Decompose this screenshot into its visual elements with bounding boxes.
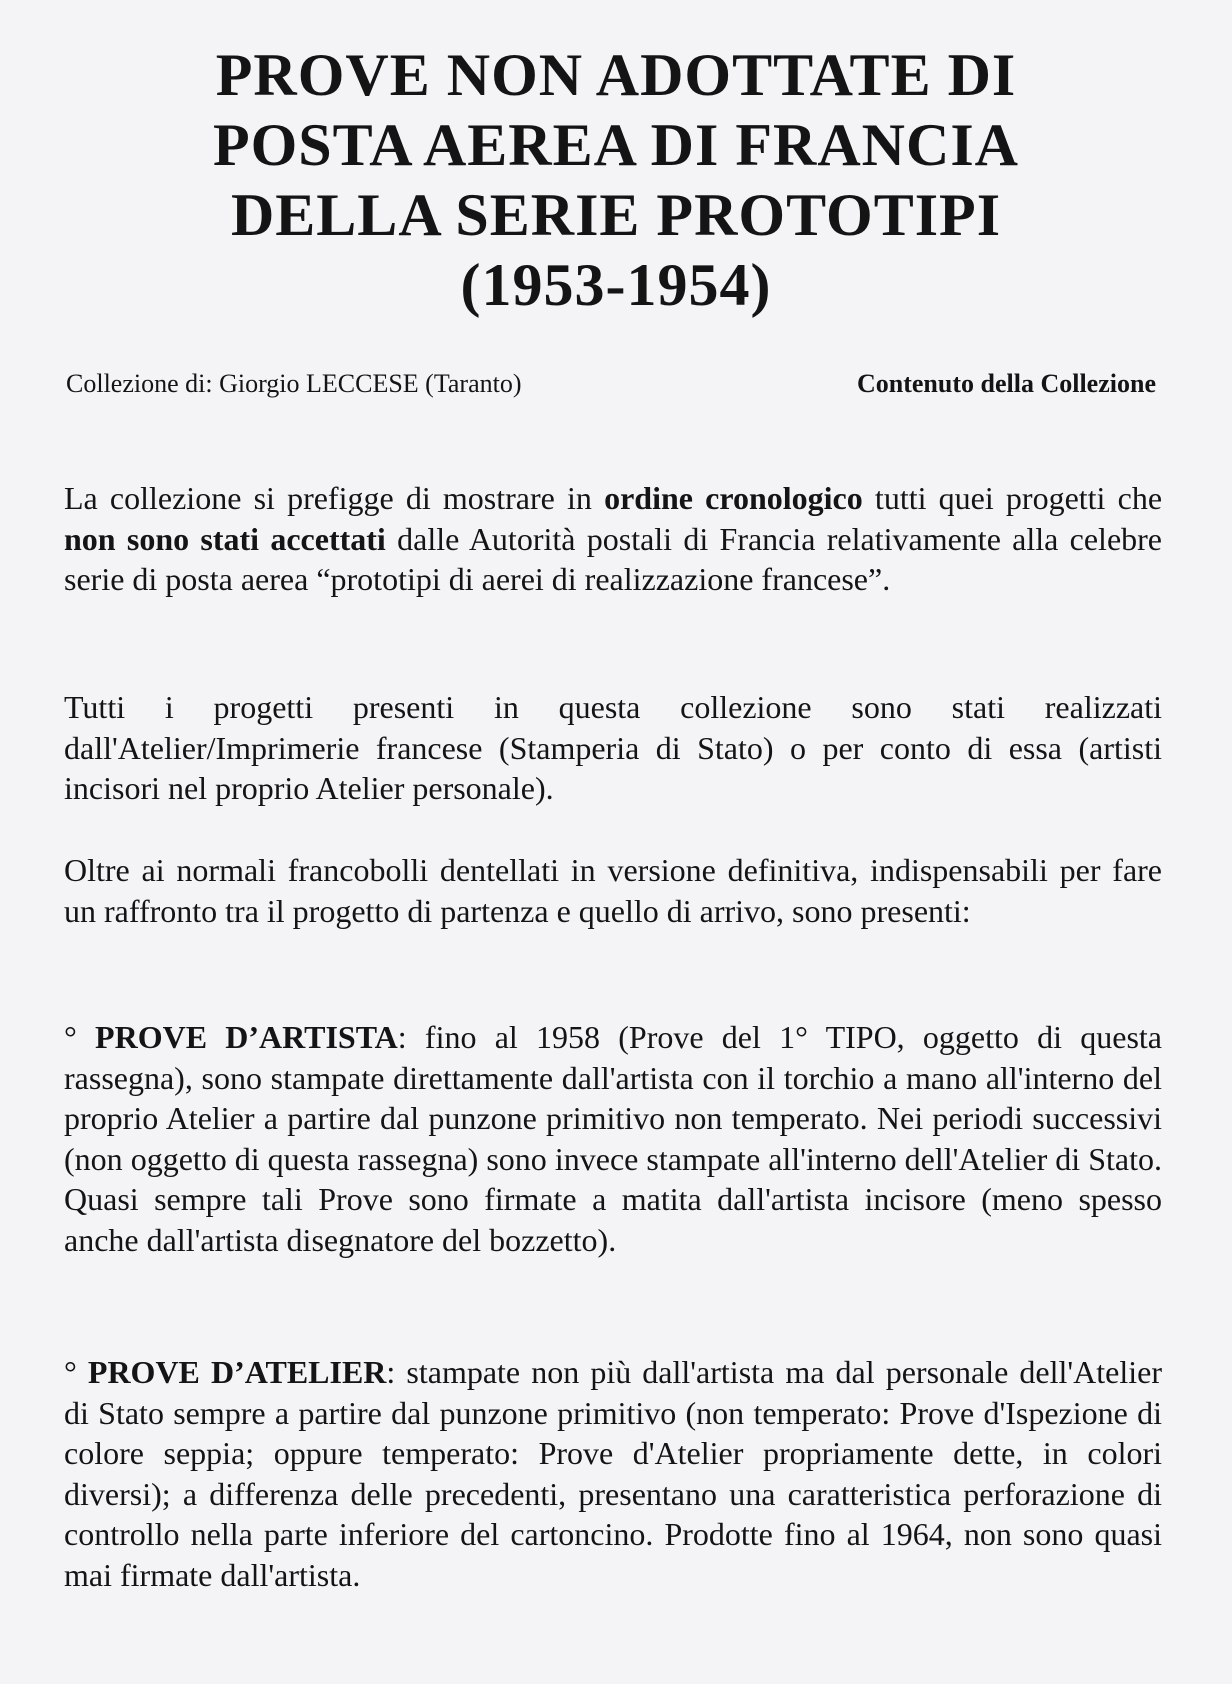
atelier-proofs-paragraph: [64, 1352, 1162, 1595]
artist-proofs-text: : fino al 1958 (Prove del 1° TIPO, oggetto di questa rassegna), sono stampate direttamente dall'artista con il torchio a mano all'interno del proprio Atelier a partire dal punzone primitivo non temperato. Nei periodi successivi (non oggetto di questa rassegna) sono invece stampate all'interno dell'Atelier di Stato. Quasi sempre tali Prove sono firmate a matita dall'artista incisore (meno spesso anche dall'artista disegnatore del bozzetto).: [64, 1019, 1163, 1258]
atelier-proofs-text: : stampate non più dall'artista ma dal personale dell'Atelier di Stato sempre a partire dal punzone primitivo (non temperato: Prove d'Ispezione di colore seppia; oppure temperato: Prove d'Atelier propriamente dette, in colori diversi); a differenza delle precedenti, presentano una caratteristica perforazione di controllo nella parte inferiore del cartoncino. Prodotte fino al 1964, non sono quasi mai firmate dall'artista.: [64, 1354, 1163, 1593]
bullet-mark: °: [64, 1019, 77, 1055]
intro-text-e: dalle Autorità postali di Francia relativamente alla celebre serie di posta aerea “prototipi di aerei di realizzazione francese”.: [64, 520, 1163, 597]
title-line-4: (1953-1954): [460, 252, 772, 318]
contents-intro-paragraph: Oltre ai normali francobolli dentellati in versione definitiva, indispensabili per fare un raffronto tra il progetto di partenza e quello di arrivo, sono presenti:: [64, 852, 1162, 929]
artist-proofs-heading: PROVE D’ARTISTA: [95, 1019, 398, 1055]
intro-emphasis-order: ordine cronologico: [604, 480, 863, 516]
artist-proofs-paragraph: [64, 1017, 1162, 1260]
collector-info: Collezione di: Giorgio LECCESE (Taranto): [66, 369, 522, 398]
subheader: [66, 366, 1156, 402]
title-line-1: PROVE NON ADOTTATE DI: [215, 42, 1017, 108]
page-title: [60, 40, 1172, 320]
bullet-mark: °: [64, 1354, 77, 1390]
title-line-3: DELLA SERIE PROTOTIPI: [230, 182, 1002, 248]
contents-label: Contenuto della Collezione: [857, 369, 1156, 398]
intro-text-a: La collezione si prefigge di mostrare in: [64, 480, 605, 516]
atelier-paragraph: Tutti i progetti presenti in questa collezione sono stati realizzati dall'Atelier/Imprimerie francese (Stamperia di Stato) o per conto di essa (artisti incisori nel proprio Atelier personale).: [64, 689, 1162, 806]
title-line-2: POSTA AEREA DI FRANCIA: [212, 112, 1019, 178]
intro-emphasis-rejected: non sono stati accettati: [64, 520, 386, 557]
atelier-proofs-heading: PROVE D’ATELIER: [87, 1354, 387, 1390]
intro-paragraph: [64, 478, 1162, 600]
intro-text-c: tutti quei progetti che: [862, 480, 1163, 516]
